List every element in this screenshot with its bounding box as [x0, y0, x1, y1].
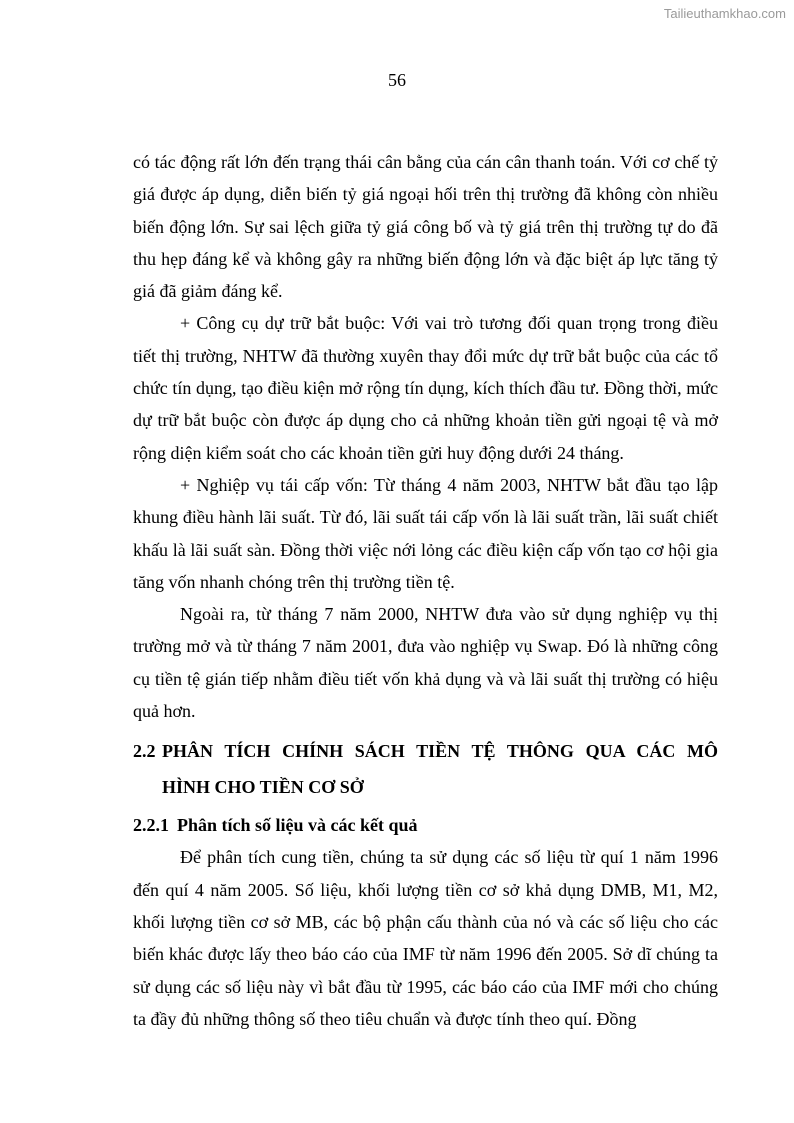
section-heading	[133, 733, 718, 805]
page-number: 56	[388, 70, 406, 90]
paragraph-refinancing: + Nghiệp vụ tái cấp vốn: Từ tháng 4 năm 2003, NHTW bắt đầu tạo lập khung điều hành lãi suất. Từ đó, lãi suất tái cấp vốn là lãi suất trần, lãi suất chiết khấu là lãi suất sàn. Đồng thời việc nới lỏng các điều kiện cấp vốn tạo cơ hội gia tăng vốn nhanh chóng trên thị trường tiền tệ.	[133, 474, 718, 592]
paragraph-data-analysis: Để phân tích cung tiền, chúng ta sử dụng các số liệu từ quí 1 năm 1996 đến quí 4 năm 2005. Số liệu, khối lượng tiền cơ sở khả dụng DMB, M1, M2, khối lượng tiền cơ sở MB, các bộ phận cấu thành của nó và các số liệu cho các biến khác được lấy theo báo cáo của IMF từ năm 1996 đến 2005. Sở dĩ chúng ta sử dụng các số liệu này vì bắt đầu từ 1995, các báo cáo của IMF mới cho chúng ta đầy đủ những thông số theo tiêu chuẩn và được tính theo quí. Đồng	[133, 847, 718, 1029]
paragraph-continuation: có tác động rất lớn đến trạng thái cân bằng của cán cân thanh toán. Với cơ chế tỷ giá được áp dụng, diễn biến tỷ giá ngoại hối trên thị trường đã không còn nhiều biến động lớn. Sự sai lệch giữa tỷ giá công bố và tỷ giá trên thị trường tự do đã thu hẹp đáng kể và không gây ra những biến động lớn và đặc biệt áp lực tăng tỷ giá đã giảm đáng kể.	[133, 152, 718, 302]
section-title-line2: HÌNH CHO TIỀN CƠ SỞ	[162, 777, 364, 798]
subsection-title: Phân tích số liệu và các kết quả	[177, 815, 418, 836]
section-title-line1: PHÂN TÍCH CHÍNH SÁCH TIỀN TỆ THÔNG QUA CÁC MÔ	[162, 741, 718, 762]
subsection-number: 2.2.1	[133, 815, 169, 836]
paragraph-reserve-requirement: + Công cụ dự trữ bắt buộc: Với vai trò tương đối quan trọng trong điều tiết thị trường, NHTW đã thường xuyên thay đổi mức dự trữ bắt buộc của các tổ chức tín dụng, tạo điều kiện mở rộng tín dụng, kích thích đầu tư. Đồng thời, mức dự trữ bắt buộc còn được áp dụng cho cả những khoản tiền gửi ngoại tệ và mở rộng diện kiểm soát cho các khoản tiền gửi huy động dưới 24 tháng.	[133, 313, 718, 463]
watermark: Tailieuthamkhao.com	[663, 6, 786, 21]
section-number: 2.2	[133, 741, 156, 762]
paragraph-open-market: Ngoài ra, từ tháng 7 năm 2000, NHTW đưa vào sử dụng nghiệp vụ thị trường mở và từ tháng 7 năm 2001, đưa vào nghiệp vụ Swap. Đó là những công cụ tiền tệ gián tiếp nhằm điều tiết vốn khả dụng và và lãi suất thị trường có hiệu quả hơn.	[133, 604, 718, 722]
document-body	[133, 146, 718, 1035]
section-heading-line1	[133, 733, 718, 769]
subsection-heading	[133, 809, 718, 841]
